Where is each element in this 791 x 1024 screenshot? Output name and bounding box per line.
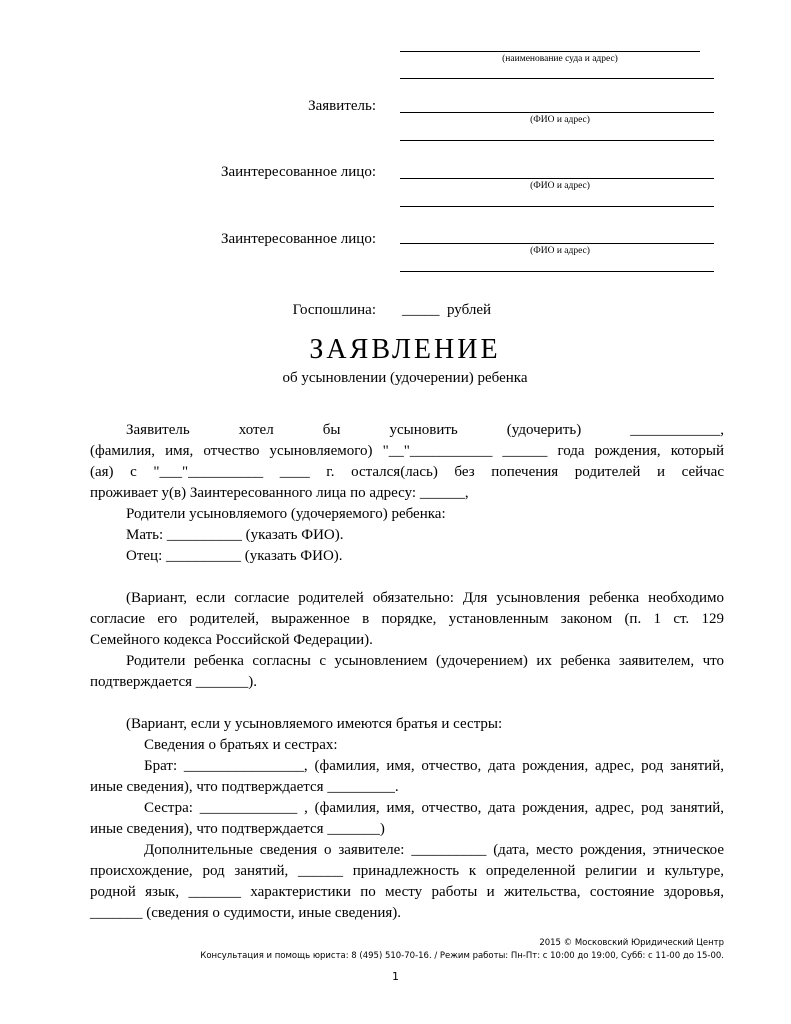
consent-line-2: согласие его родителей, выраженное в порядке, установленным законом (п. 1 ст. 129	[90, 611, 724, 627]
p1-word: Заявитель	[126, 422, 190, 438]
document-subtitle: об усыновлении (удочерении) ребенка	[282, 370, 528, 386]
p1-word: бы	[322, 422, 341, 438]
fee-value: _____ рублей	[402, 302, 492, 318]
interested2-line	[400, 243, 714, 244]
interested1-label: Заинтересованное лицо:	[220, 164, 376, 180]
consent-line-5: подтверждается _______).	[90, 674, 258, 690]
court-caption: (наименование суда и адрес)	[502, 54, 618, 64]
parents-heading: Родители усыновляемого (удочеряемого) ребенка:	[126, 506, 446, 522]
brother-line-2: иные сведения), что подтверждается _________.	[90, 779, 399, 795]
brother-line-1: Брат: ________________, (фамилия, имя, отчество, дата рождения, адрес, род занятий,	[144, 758, 724, 774]
p1-line-1	[90, 420, 724, 441]
court-line-2	[400, 78, 714, 79]
extra-line-1: Дополнительные сведения о заявителе: __________ (дата, место рождения, этническое	[144, 842, 724, 858]
mother-line: Мать: __________ (указать ФИО).	[126, 527, 344, 543]
consent-line-3: Семейного кодекса Российской Федерации).	[90, 632, 373, 648]
p1-line-2: (фамилия, имя, отчество усыновляемого) "__"___________ ______ года рождения, который	[90, 443, 724, 459]
interested1-caption: (ФИО и адрес)	[530, 181, 590, 191]
applicant-line	[400, 112, 714, 113]
applicant-caption: (ФИО и адрес)	[530, 115, 590, 125]
extra-line-2: происхождение, род занятий, ______ принадлежность к определенной религии и культуре,	[90, 863, 724, 879]
interested2-line-2	[400, 271, 714, 272]
sister-line-1: Сестра: _____________ , (фамилия, имя, отчество, дата рождения, адрес, род занятий,	[144, 800, 724, 816]
page-number: 1	[392, 970, 399, 983]
p1-line-4: проживает у(в) Заинтересованного лица по адресу: ______,	[90, 485, 469, 501]
consent-line-1: (Вариант, если согласие родителей обязательно: Для усыновления ребенка необходимо	[126, 590, 724, 606]
extra-line-4: _______ (сведения о судимости, иные сведения).	[90, 905, 402, 921]
footer-copyright: 2015 © Московский Юридический Центр	[539, 938, 724, 948]
p1-line-3: (ая) с "___"__________ ____ г. остался(лась) без попечения родителей и сейчас	[90, 464, 724, 480]
fee-label: Госпошлина:	[292, 302, 376, 318]
extra-line-3: родной язык, _______ характеристики по месту работы и жительства, состояние здоровья,	[90, 884, 724, 900]
applicant-line-2	[400, 140, 714, 141]
consent-line-4: Родители ребенка согласны с усыновлением (удочерением) их ребенка заявителем, что	[126, 653, 724, 669]
interested1-line	[400, 178, 714, 179]
interested2-label: Заинтересованное лицо:	[220, 231, 376, 247]
applicant-label: Заявитель:	[308, 98, 376, 114]
p1-word: усыновить	[389, 422, 458, 438]
father-line: Отец: __________ (указать ФИО).	[126, 548, 343, 564]
footer-contacts: Консультация и помощь юриста: 8 (495) 510-70-16. / Режим работы: Пн-Пт: с 10:00 до 19:00, Субб: с 11-00 до 15-00.	[200, 951, 724, 961]
p1-word: хотел	[238, 422, 274, 438]
siblings-line-2: Сведения о братьях и сестрах:	[144, 737, 338, 753]
interested1-line-2	[400, 206, 714, 207]
document-title: ЗАЯВЛЕНИЕ	[309, 334, 501, 365]
court-line	[400, 51, 700, 52]
sister-line-2: иные сведения), что подтверждается _______)	[90, 821, 385, 837]
p1-word: (удочерить)	[506, 422, 582, 438]
siblings-line-1: (Вариант, если у усыновляемого имеются братья и сестры:	[126, 716, 503, 732]
p1-word: ____________,	[630, 422, 724, 438]
interested2-caption: (ФИО и адрес)	[530, 246, 590, 256]
